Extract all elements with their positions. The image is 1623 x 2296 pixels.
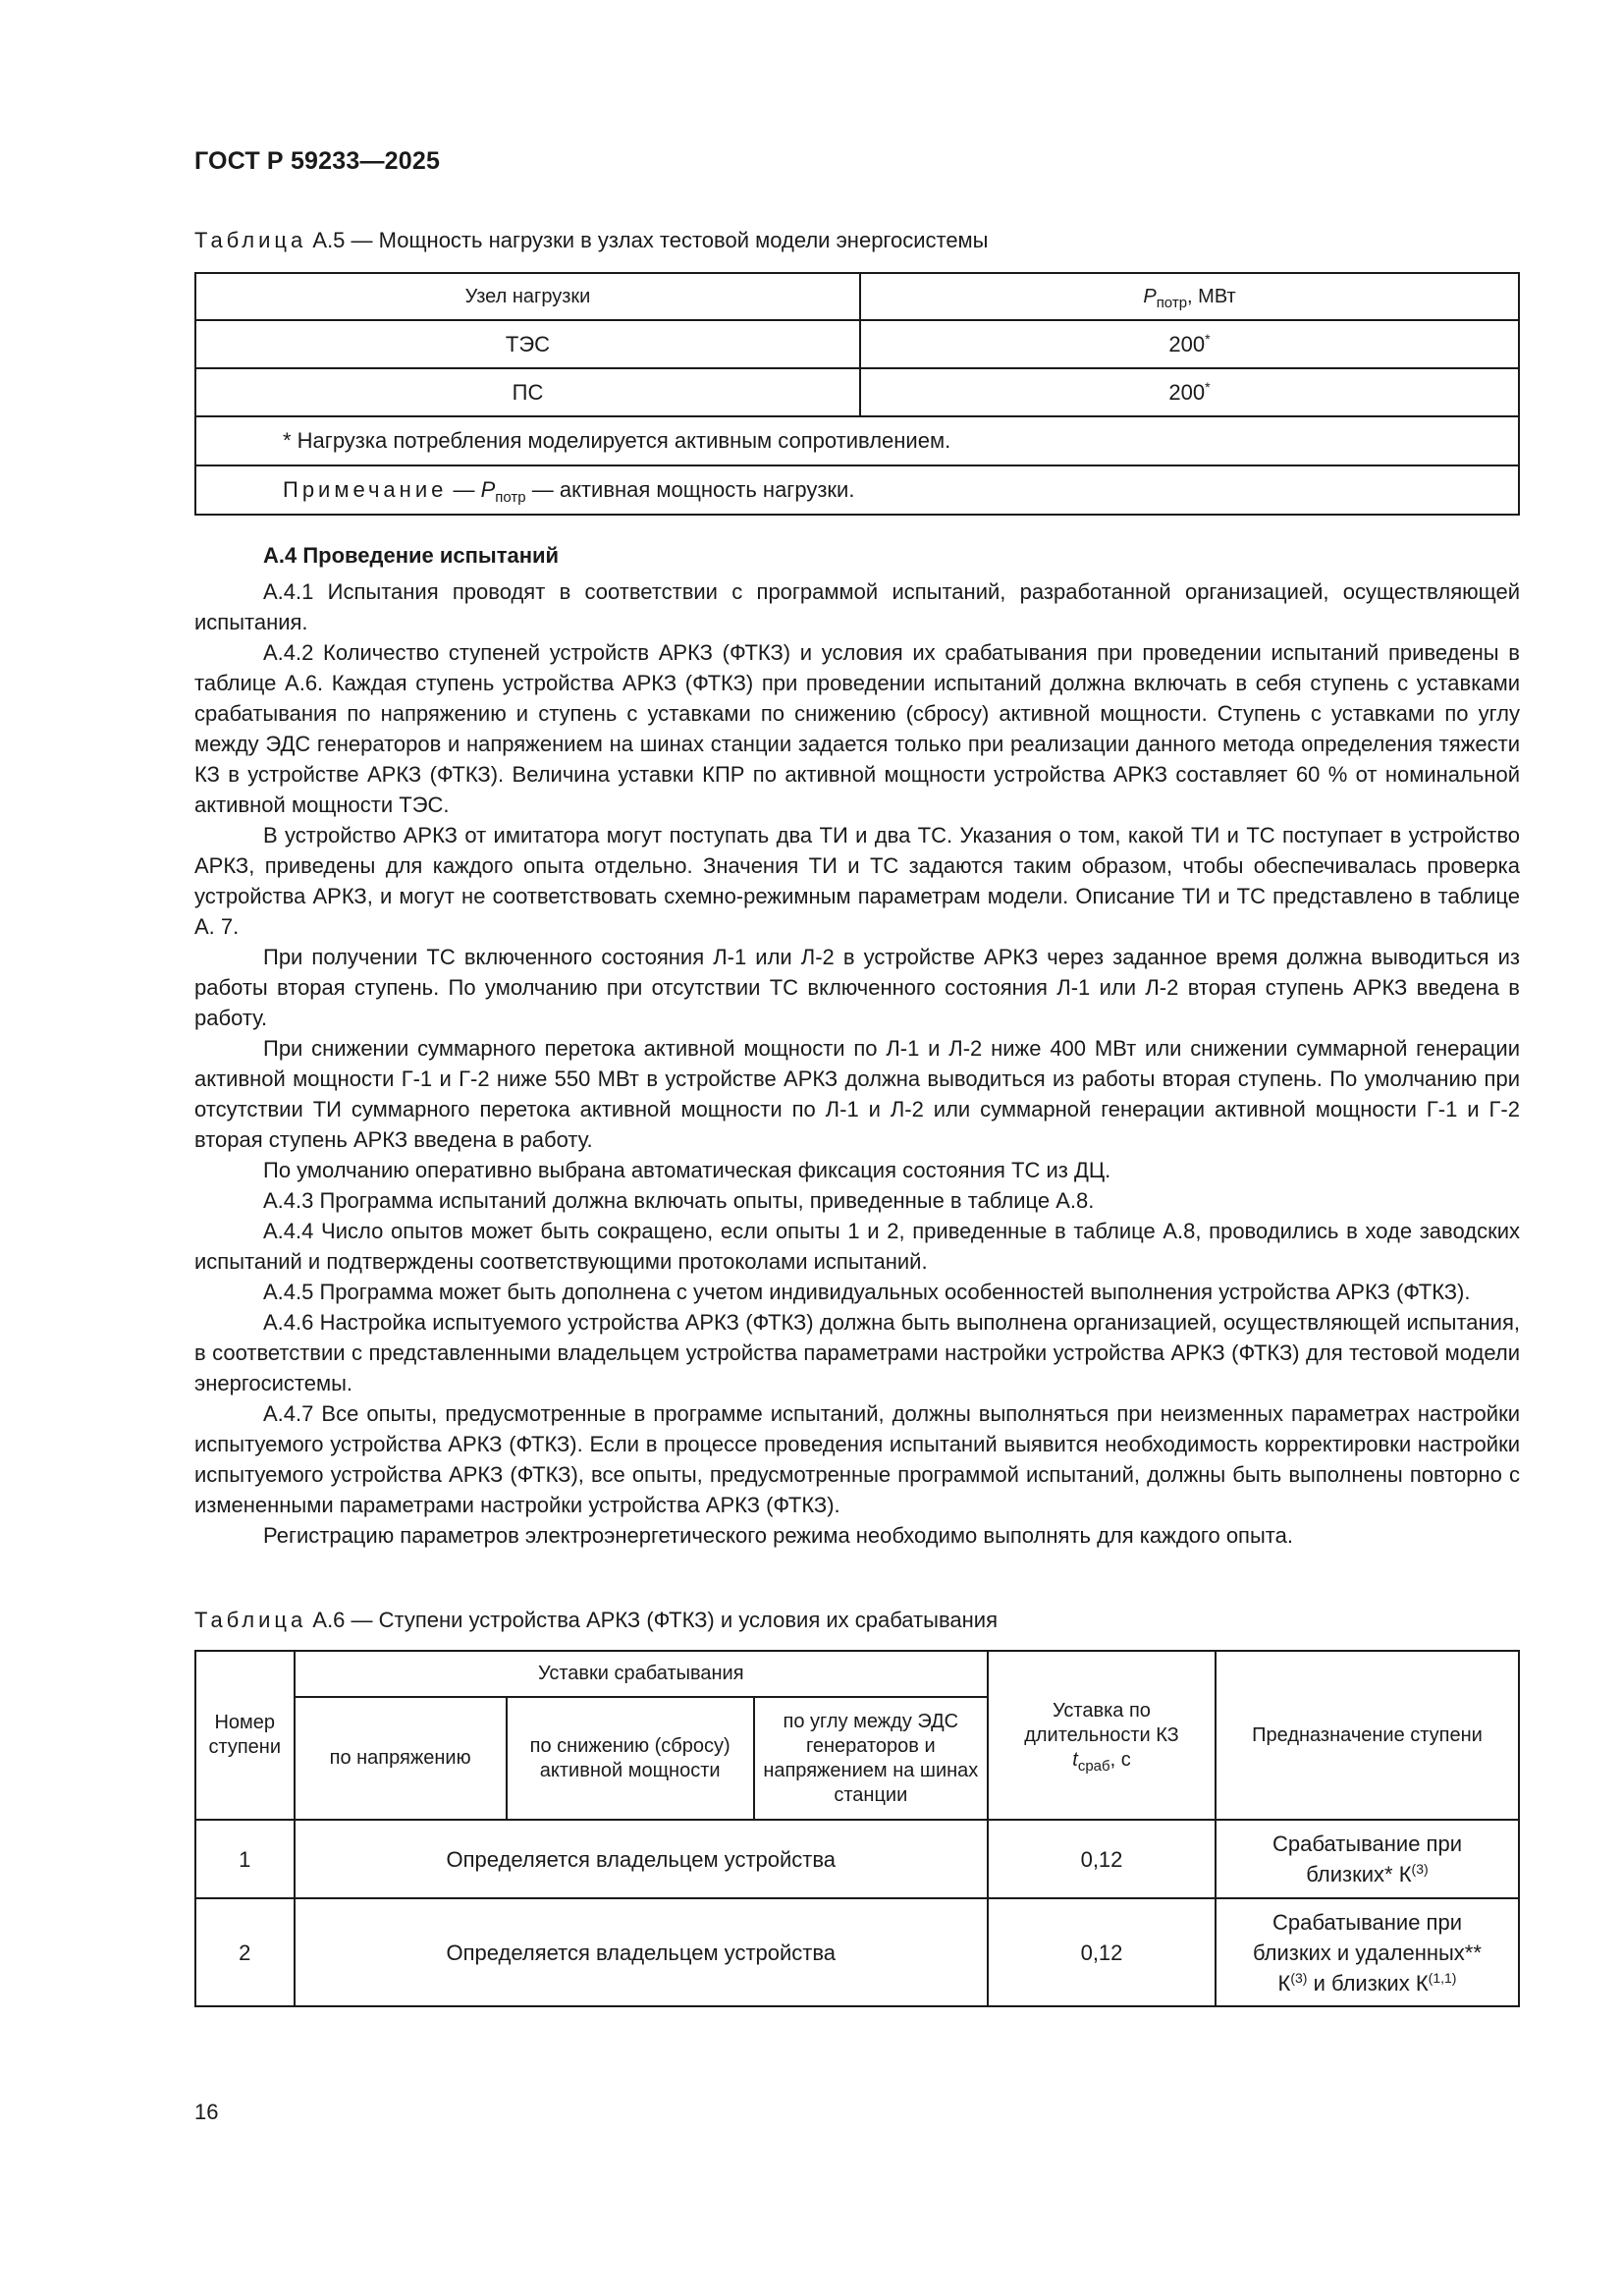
document-header: ГОСТ Р 59233—2025: [194, 147, 441, 175]
section-a4: [194, 540, 1520, 1551]
settings-cell: Определяется владельцем устройства: [295, 1820, 989, 1898]
node-cell: ТЭС: [195, 320, 860, 368]
note-cell: [195, 465, 1519, 515]
purpose-line: К: [1277, 1970, 1291, 1995]
duration-cell: 0,12: [988, 1820, 1216, 1898]
section-body: [194, 576, 1520, 1551]
purpose-line: Срабатывание при: [1271, 1831, 1462, 1856]
paragraph: А.4.2 Количество ступеней устройств АРКЗ (ФТКЗ) и условия их срабатывания при проведении испытаний приведены в таблице А.6. Каждая ступень устройства АРКЗ (ФТКЗ) при проведении испытаний должна включать в себя ступень с уставками срабатывания по напряжению и ступень с уставками по снижению (сбросу) активной мощности. Ступень с уставками по углу между ЭДС генераторов и напряжением на шинах станции задается только при реализации данного метода определения тяжести КЗ в устройстве АРКЗ (ФТКЗ). Величина уставки КПР по активной мощности устройства АРКЗ составляет 60 % от номинальной активной мощности ТЭС.: [194, 640, 1520, 817]
duration-subscript: сраб: [1077, 1757, 1110, 1775]
settings-cell: Определяется владельцем устройства: [295, 1898, 989, 2006]
duration-unit: , с: [1109, 1748, 1131, 1771]
duration-cell: 0,12: [988, 1898, 1216, 2006]
number-cell: 1: [195, 1820, 295, 1898]
header-cell-power: [860, 273, 1519, 320]
page-number: 16: [194, 2100, 219, 2124]
note-subscript: потр: [495, 489, 526, 506]
caption-prefix: Таблица: [194, 1608, 307, 1632]
value: 200: [1168, 331, 1206, 356]
note-dash: —: [447, 477, 481, 502]
caption-text: А.5 — Мощность нагрузки в узлах тестовой модели энергосистемы: [312, 228, 989, 252]
header-cell-purpose: Предназначение ступени: [1216, 1651, 1519, 1820]
caption-text: А.6 — Ступени устройства АРКЗ (ФТКЗ) и условия их срабатывания: [312, 1608, 998, 1632]
caption-prefix: Таблица: [194, 228, 307, 252]
paragraph: А.4.5 Программа может быть дополнена с учетом индивидуальных особенностей выполнения устройства АРКЗ (ФТКЗ).: [263, 1280, 1471, 1304]
paragraph: По умолчанию оперативно выбрана автоматическая фиксация состояния ТС из ДЦ.: [263, 1158, 1111, 1182]
note-row: [195, 465, 1519, 515]
power-unit: , МВт: [1187, 285, 1236, 307]
duration-symbol: t: [1072, 1748, 1078, 1771]
paragraph: В устройство АРКЗ от имитатора могут поступать два ТИ и два ТС. Указания о том, какой ТИ и ТС поступает в устройство АРКЗ, приведены для каждого опыта отдельно. Значения ТИ и ТС задаются таким образом, чтобы обеспечивалась проверка устройства АРКЗ, и могут не соответствовать схемно-режимным параметрам модели. Описание ТИ и ТС представлено в таблице А. 7.: [194, 823, 1520, 939]
table-a6-caption: [194, 1606, 998, 1635]
header-cell-voltage: по напряжению: [295, 1697, 507, 1820]
paragraph: А.4.6 Настройка испытуемого устройства АРКЗ (ФТКЗ) должна быть выполнена организацией, осуществляющей испытания, в соответствии с представленными владельцем устройства параметрами настройки устройства АРКЗ (ФТКЗ) для тестовой модели энергосистемы.: [194, 1310, 1520, 1395]
purpose-line: близких и удаленных**: [1253, 1940, 1482, 1965]
table-row: [195, 320, 1519, 368]
header-cell-duration: [988, 1651, 1216, 1820]
purpose-line: Срабатывание при: [1271, 1909, 1462, 1935]
purpose-cell: [1216, 1898, 1519, 2006]
paragraph: А.4.3 Программа испытаний должна включать опыты, приведенные в таблице А.8.: [263, 1188, 1095, 1213]
table-a5-caption: [194, 226, 989, 255]
purpose-superscript: (3): [1290, 1969, 1308, 1986]
paragraph: А.4.4 Число опытов может быть сокращено, если опыты 1 и 2, приведенные в таблице А.8, проводились в ходе заводских испытаний и подтверждены соответствующими протоколами испытаний.: [194, 1219, 1520, 1274]
purpose-line: близких* К: [1306, 1862, 1412, 1886]
footnote-row: [195, 416, 1519, 465]
header-cell-number: Номер ступени: [195, 1651, 295, 1820]
paragraph: А.4.1 Испытания проводят в соответствии с программой испытаний, разработанной организацией, осуществляющей испытания.: [194, 579, 1520, 634]
table-header-row: [195, 273, 1519, 320]
footnote-mark: *: [1205, 378, 1211, 395]
table-a5: [194, 272, 1520, 516]
value-cell: [860, 320, 1519, 368]
purpose-superscript: (3): [1411, 1861, 1429, 1877]
duration-label: Уставка по длительности КЗ: [1024, 1699, 1179, 1746]
header-cell-power: по снижению (сбросу) активной мощности: [507, 1697, 754, 1820]
value: 200: [1168, 379, 1206, 405]
table-row: [195, 1820, 1519, 1898]
number-cell: 2: [195, 1898, 295, 2006]
node-cell: ПС: [195, 368, 860, 416]
table-header-row: [195, 1651, 1519, 1697]
paragraph: Регистрацию параметров электроэнергетического режима необходимо выполнять для каждого опыта.: [263, 1523, 1293, 1548]
table-row: [195, 1898, 1519, 2006]
power-symbol: P: [1143, 285, 1157, 307]
header-cell-node: Узел нагрузки: [195, 273, 860, 320]
power-subscript: потр: [1156, 294, 1188, 311]
value-cell: [860, 368, 1519, 416]
table-row: [195, 368, 1519, 416]
section-title: А.4 Проведение испытаний: [263, 543, 560, 568]
paragraph: А.4.7 Все опыты, предусмотренные в программе испытаний, должны выполняться при неизменных параметрах настройки испытуемого устройства АРКЗ (ФТКЗ). Если в процессе проведения испытаний выявится необходимость корректировки настройки испытуемого устройства АРКЗ (ФТКЗ), все опыты, предусмотренные программой испытаний, должны быть выполнены повторно с измененными параметрами настройки устройства АРКЗ (ФТКЗ).: [194, 1401, 1520, 1517]
purpose-cell: [1216, 1820, 1519, 1898]
header-cell-angle: по углу между ЭДС генераторов и напряжением на шинах станции: [754, 1697, 988, 1820]
table-a6: [194, 1650, 1520, 2007]
paragraph: При получении ТС включенного состояния Л-1 или Л-2 в устройстве АРКЗ через заданное время должна выводиться из работы вторая ступень. По умолчанию при отсутствии ТС включенного состояния Л-1 или Л-2 вторая ступень АРКЗ введена в работу.: [194, 945, 1520, 1030]
footnote-mark: *: [1205, 330, 1211, 347]
header-cell-settings: Уставки срабатывания: [295, 1651, 989, 1697]
note-label: Примечание: [283, 477, 448, 502]
footnote-cell: * Нагрузка потребления моделируется активным сопротивлением.: [195, 416, 1519, 465]
note-text: — активная мощность нагрузки.: [525, 477, 855, 502]
paragraph: При снижении суммарного перетока активной мощности по Л-1 и Л-2 ниже 400 МВт или снижении суммарной генерации активной мощности Г-1 и Г-2 ниже 550 МВт в устройстве АРКЗ должна выводиться из работы вторая ступень. По умолчанию при отсутствии ТИ суммарного перетока активной мощности по Л-1 и Л-2 или суммарной генерации активной мощности Г-1 и Г-2 вторая ступень АРКЗ введена в работу.: [194, 1036, 1520, 1152]
purpose-line: и близких К: [1307, 1970, 1429, 1995]
purpose-superscript: (1,1): [1428, 1969, 1457, 1986]
note-symbol: P: [480, 477, 496, 502]
